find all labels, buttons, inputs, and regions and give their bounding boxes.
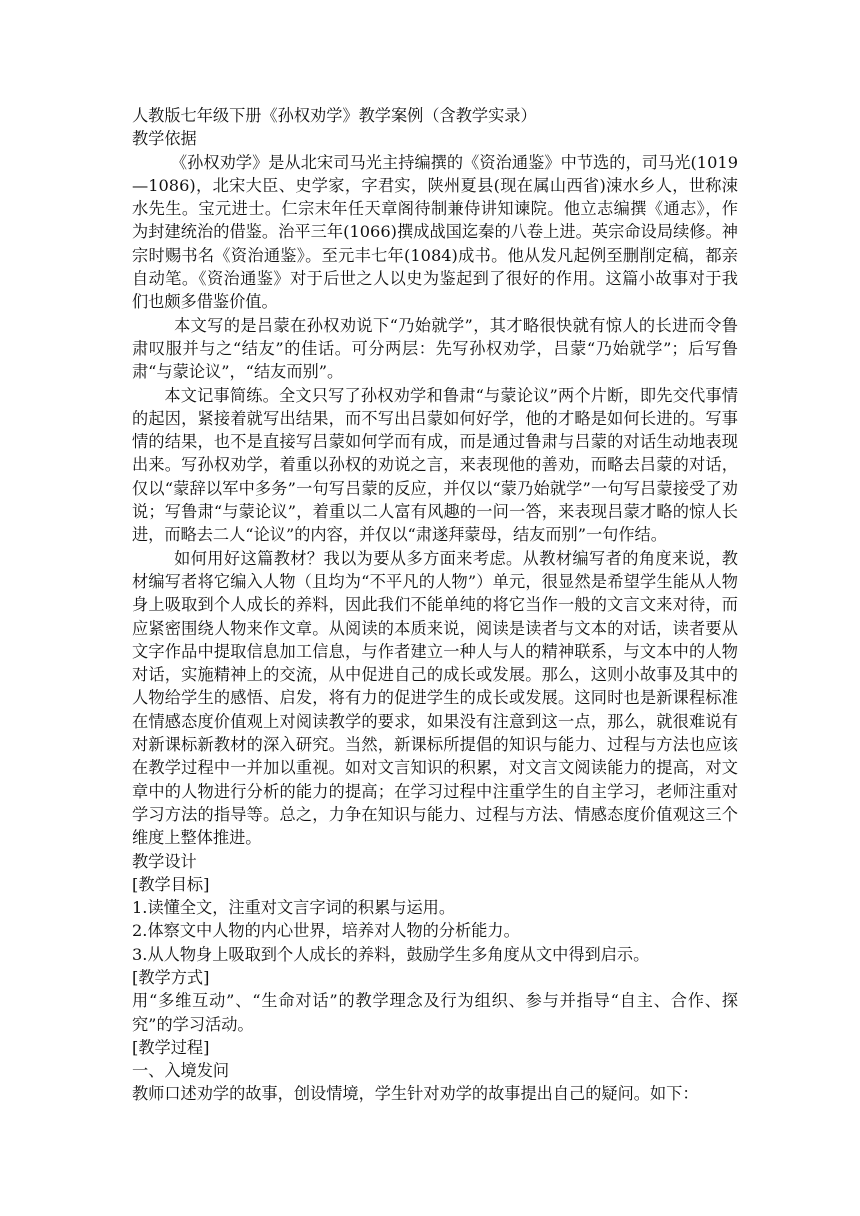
paragraph-story-summary: 本文写的是吕蒙在孙权劝说下“乃始就学”，其才略很快就有惊人的长进而令鲁肃叹服并与之“结友”的佳话。可分两层：先写孙权劝学，吕蒙“乃始就学”；后写鲁肃“与蒙论议”，“结友而别”。 [132, 315, 738, 382]
paragraph-step-intro: 教师口述劝学的故事，创设情境，学生针对劝学的故事提出自己的疑问。如下： [132, 1084, 699, 1104]
goal-item: 1.读懂全文，注重对文言字词的积累与运用。 [132, 898, 456, 918]
goal-item: 3.从人物身上吸取到个人成长的养料，鼓励学生多角度从文中得到启示。 [132, 944, 650, 964]
subheading-goals: [教学目标] [132, 874, 210, 894]
subheading-process: [教学过程] [132, 1037, 210, 1057]
goal-item: 2.体察文中人物的内心世界，培养对人物的分析能力。 [132, 921, 520, 941]
paragraph-method: 用“多维互动”、“生命对话”的教学理念及行为组织、参与并指导“自主、合作、探究”的学习活动。 [132, 991, 738, 1034]
paragraph-author-intro: 《孙权劝学》是从北宋司马光主持编撰的《资治通鉴》中节选的，司马光(1019—1086)，北宋大臣、史学家，字君实，陕州夏县(现在属山西省)涑水乡人，世称涑水先生。宝元进士。仁宗末年任天章阁待制兼侍讲知谏院。他立志编撰《通志》，作为封建统治的借鉴。治平三年(1066)撰成战国迄秦的八卷上进。英宗命设局续修。神宗时赐书名《资治通鉴》。至元丰七年(1084)成书。他从发凡起例至删削定稿，都亲自动笔。《资治通鉴》对于后世之人以史为鉴起到了很好的作用。这篇小故事对于我们也颇多借鉴价值。 [132, 152, 738, 312]
subheading-method: [教学方式] [132, 967, 210, 987]
step-heading: 一、入境发问 [132, 1061, 230, 1081]
paragraph-teaching-approach: 如何用好这篇教材？我以为要从多方面来考虑。从教材编写者的角度来说，教材编写者将它编入人物（且均为“不平凡的人物”）单元，很显然是希望学生能从人物身上吸取到个人成长的养料，因此我们不能单纯的将它当作一般的文言文来对待，而应紧密围绕人物来作文章。从阅读的本质来说，阅读是读者与文本的对话，读者要从文字作品中提取信息加工信息，与作者建立一种人与人的精神联系，与文本中的人物对话，实施精神上的交流，从中促进自己的成长或发展。那么，这则小故事及其中的人物给学生的感悟、启发，将有力的促进学生的成长或发展。这同时也是新课程标准在情感态度价值观上对阅读教学的要求，如果没有注意到这一点，那么，就很难说有对新课标新教材的深入研究。当然，新课标所提倡的知识与能力、过程与方法也应该在教学过程中一并加以重视。如对文言知识的积累，对文言文阅读能力的提高，对文章中的人物进行分析的能力的提高；在学习过程中注重学生的自主学习，老师注重对学习方法的指导等。总之，力争在知识与能力、过程与方法、情感态度价值观这三个维度上整体推进。 [132, 548, 738, 848]
document-page [132, 104, 738, 1106]
paragraph-writing-style: 本文记事简练。全文只写了孙权劝学和鲁肃“与蒙论议”两个片断，即先交代事情的起因，紧接着就写出结果，而不写出吕蒙如何好学，他的才略是如何长进的。写事情的结果，也不是直接写吕蒙如何学而有成，而是通过鲁肃与吕蒙的对话生动地表现出来。写孙权劝学，着重以孙权的劝说之言，来表现他的善劝，而略去吕蒙的对话，仅以“蒙辞以军中多务”一句写吕蒙的反应，并仅以“蒙乃始就学”一句写吕蒙接受了劝说；写鲁肃“与蒙论议”，着重以二人富有风趣的一问一答，来表现吕蒙才略的惊人长进，而略去二人“论议”的内容，并仅以“肃遂拜蒙母，结友而别”一句作结。 [132, 385, 738, 545]
section-heading-basis: 教学依据 [132, 129, 197, 149]
section-heading-design: 教学设计 [132, 851, 197, 871]
document-title: 人教版七年级下册《孙权劝学》教学案例（含教学实录） [132, 106, 537, 125]
